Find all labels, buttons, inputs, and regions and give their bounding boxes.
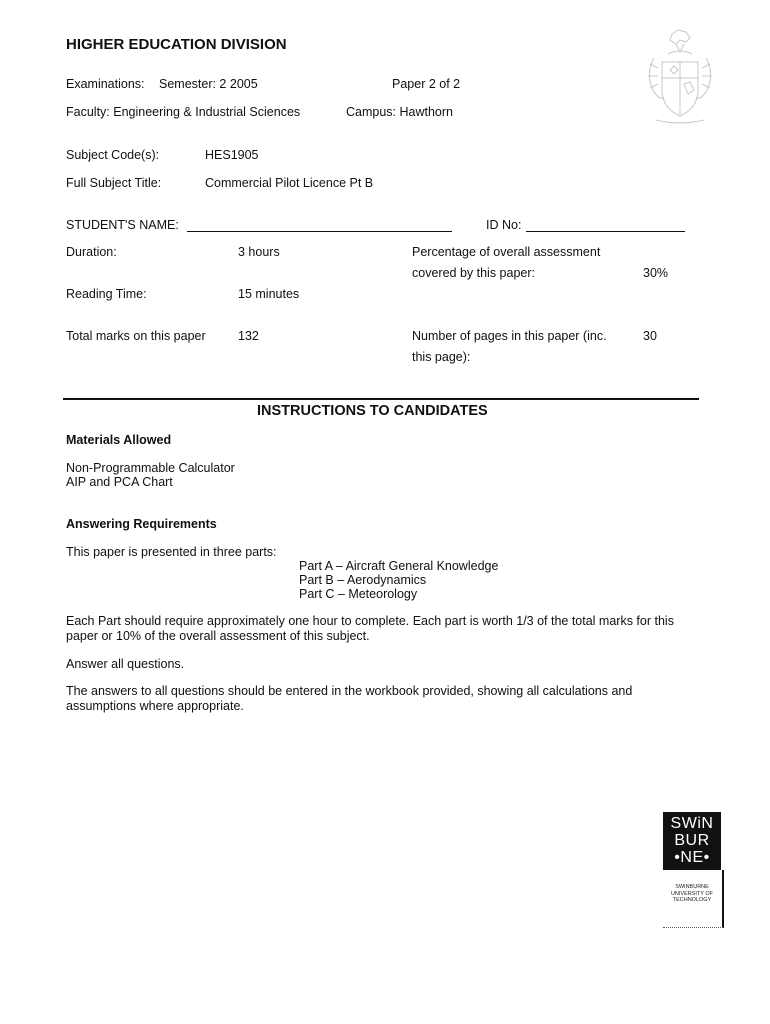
parts-intro: This paper is presented in three parts: xyxy=(66,545,277,559)
logo-line: SWiN xyxy=(670,815,714,832)
pages-value: 30 xyxy=(643,329,657,343)
total-marks-value: 132 xyxy=(238,329,259,343)
student-name-field[interactable] xyxy=(187,231,452,232)
logo-border xyxy=(663,927,723,928)
total-marks-label: Total marks on this paper xyxy=(66,329,206,343)
subject-code: HES1905 xyxy=(205,148,259,162)
id-label: ID No: xyxy=(486,218,522,232)
percentage-value: 30% xyxy=(643,266,669,280)
duration-value: 3 hours xyxy=(238,245,280,259)
subject-title: Commercial Pilot Licence Pt B xyxy=(205,176,374,190)
percentage-label-2: covered by this paper: xyxy=(412,266,535,280)
paragraph-time: Each Part should require approximately one hour to complete. Each part is worth 1/3 of the total marks for this paper or 10% of the overall assessment of this subject. xyxy=(66,614,674,643)
logo-subtitle xyxy=(663,884,721,904)
duration-label: Duration: xyxy=(66,245,117,259)
section-divider xyxy=(63,398,699,400)
logo-line: BUR xyxy=(674,832,710,849)
pages-label-2: this page): xyxy=(412,350,471,364)
university-crest-icon xyxy=(640,28,720,128)
paper-text: Paper 2 of 2 xyxy=(392,77,461,91)
material-item: Non-Programmable Calculator xyxy=(66,461,235,475)
material-item: AIP and PCA Chart xyxy=(66,475,173,489)
division-title: HIGHER EDUCATION DIVISION xyxy=(66,36,287,53)
logo-sub-line: SWINBURNE xyxy=(675,884,709,890)
student-name-label: STUDENT'S NAME: xyxy=(66,218,179,232)
materials-heading: Materials Allowed xyxy=(66,433,172,447)
reading-time-label: Reading Time: xyxy=(66,287,147,301)
part-item: Part C – Meteorology xyxy=(299,587,418,601)
paragraph-workbook: The answers to all questions should be entered in the workbook provided, showing all calculations and assumptions where appropriate. xyxy=(66,684,633,713)
examinations-label: Examinations: xyxy=(66,77,145,91)
percentage-label-1: Percentage of overall assessment xyxy=(412,245,601,259)
subject-code-label: Subject Code(s): xyxy=(66,148,160,162)
logo-line: •NE• xyxy=(674,849,710,866)
logo-border xyxy=(722,870,724,928)
answering-heading: Answering Requirements xyxy=(66,517,217,531)
logo-sub-line: TECHNOLOGY xyxy=(672,897,712,903)
part-item: Part B – Aerodynamics xyxy=(299,573,427,587)
paragraph-answer-all: Answer all questions. xyxy=(66,657,185,671)
campus-text: Campus: Hawthorn xyxy=(346,105,453,119)
instructions-heading: INSTRUCTIONS TO CANDIDATES xyxy=(257,403,488,419)
id-field[interactable] xyxy=(526,231,685,232)
logo-sub-line: UNIVERSITY OF xyxy=(670,890,714,897)
semester-text: Semester: 2 2005 xyxy=(159,77,258,91)
pages-label-1: Number of pages in this paper (inc. xyxy=(412,329,607,343)
reading-time-value: 15 minutes xyxy=(238,287,300,301)
faculty-text: Faculty: Engineering & Industrial Sciences xyxy=(66,105,301,119)
swinburne-logo xyxy=(663,812,721,870)
part-item: Part A – Aircraft General Knowledge xyxy=(299,559,499,573)
subject-title-label: Full Subject Title: xyxy=(66,176,162,190)
